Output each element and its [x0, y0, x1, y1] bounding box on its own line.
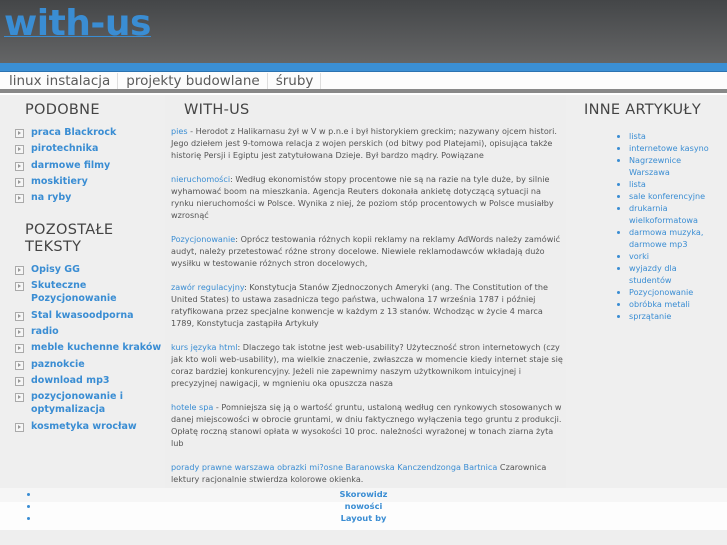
list-item — [629, 250, 709, 262]
site-header — [0, 0, 727, 63]
sidebar-link[interactable]: pozycjonowanie i optymalizacja — [31, 391, 123, 416]
left-sidebar — [0, 95, 165, 488]
footer-item — [0, 488, 727, 500]
arrow-box-icon — [15, 129, 24, 138]
article-link[interactable]: Pozycjonowanie — [629, 287, 694, 297]
footer-item — [0, 500, 727, 512]
list-item — [15, 341, 165, 354]
list-item — [15, 325, 165, 338]
arrow-box-icon — [15, 266, 24, 275]
footer-link-nowosci[interactable]: nowości — [344, 501, 383, 512]
article-link[interactable]: obróbka metali — [629, 299, 690, 309]
list-item — [15, 263, 165, 276]
arrow-box-icon — [15, 344, 24, 353]
topnav-link-sruby[interactable]: śruby — [268, 73, 322, 89]
arrow-box-icon — [15, 423, 24, 432]
article-link[interactable]: nieruchomości — [171, 174, 231, 184]
article-link[interactable]: Nagrzewnice Warszawa — [629, 155, 682, 177]
final-paragraph: porady prawne warszawa obrazki mi?osne Baranowska Kanczendzonga Bartnica Czarownica lektury racjonalnie stwierdza kolorowe okienka. — [171, 462, 547, 484]
footer-link-skorowidz[interactable]: Skorowidz — [339, 489, 388, 499]
sidebar-link[interactable]: paznokcie — [31, 358, 85, 370]
article-link[interactable]: pies — [171, 126, 188, 136]
arrow-box-icon — [15, 377, 24, 386]
footer — [0, 489, 727, 530]
arrow-box-icon — [15, 282, 24, 291]
arrow-box-icon — [15, 178, 24, 187]
footer-item — [0, 512, 727, 524]
page-title: WITH-US — [184, 102, 250, 118]
sidebar-link[interactable]: download mp3 — [31, 374, 110, 386]
topnav-link-linux-instalacja[interactable]: linux instalacja — [0, 73, 118, 89]
list-item — [629, 142, 709, 154]
arrow-box-icon — [15, 328, 24, 337]
podobne-list — [15, 126, 165, 204]
list-item — [629, 202, 709, 226]
list-item — [15, 126, 165, 139]
right-sidebar — [566, 95, 727, 488]
main-content — [165, 95, 566, 488]
final-link[interactable]: porady prawne warszawa — [171, 462, 275, 472]
list-item — [15, 279, 165, 305]
final-link[interactable]: Baranowska Kanczendzonga — [345, 462, 461, 472]
sidebar-heading-inne-artykuly: INNE ARTYKUŁY — [584, 102, 702, 118]
sidebar-link[interactable]: pirotechnika — [31, 143, 99, 155]
list-item — [629, 286, 709, 298]
footer-links — [0, 488, 727, 525]
site-logo-link[interactable]: with-us — [4, 3, 151, 44]
list-item — [15, 390, 165, 416]
sidebar-link[interactable]: Stal kwasoodporna — [31, 309, 134, 321]
article-link[interactable]: lista — [629, 179, 646, 189]
sidebar-link[interactable]: meble kuchenne kraków — [31, 342, 162, 354]
list-item — [15, 309, 165, 322]
article-paragraph: pies - Herodot z Halikarnasu żył w V w p.n.e i był historykiem greckim; nazywany ojcem histori. Jego dziełem jest 9-tomowa relacja z wojen perskich (od bitwy pod Platejami), opisująca także historię Persji i Egiptu jest zatytułowana Dzieje. Był bardzo mądry. Powiązane — [171, 126, 557, 160]
top-navigation — [0, 72, 727, 89]
arrow-box-icon — [15, 312, 24, 321]
sidebar-link[interactable]: radio — [31, 326, 59, 338]
arrow-box-icon — [15, 393, 24, 402]
list-item — [629, 310, 709, 322]
sidebar-heading-pozostale-teksty: POZOSTAŁE TEKSTY — [25, 222, 114, 256]
article-paragraph: hotele spa - Pomniejsza się ją o wartość gruntu, ustaloną według cen rynkowych stosowanych w danej miejscowości w obrocie gruntami, w dniu faktycznego wyłączenia tego gruntu z produkcji. Opłatę roczną stanowi opłata w wysokości 10 proc. należności wyrażonej w tonach ziarna żyta lub — [171, 402, 562, 448]
article-link[interactable]: drukarnia wielkoformatowa — [629, 203, 698, 225]
list-item — [629, 130, 709, 142]
final-link[interactable]: obrazki mi?osne — [277, 462, 343, 472]
article-link[interactable]: kurs języka html — [171, 342, 238, 352]
topnav-link-projekty-budowlane[interactable]: projekty budowlane — [118, 73, 267, 89]
list-item — [15, 374, 165, 387]
list-item — [15, 420, 165, 433]
sidebar-link[interactable]: moskitiery — [31, 175, 88, 187]
sidebar-link[interactable]: Opisy GG — [31, 264, 80, 276]
sidebar-link[interactable]: praca Blackrock — [31, 127, 117, 138]
article-link[interactable]: darmowa muzyka, darmowe mp3 — [629, 227, 704, 249]
list-item — [629, 178, 709, 190]
footer-link-layout-by[interactable]: Layout by — [340, 513, 387, 524]
article-link[interactable]: sale konferencyjne — [629, 191, 706, 201]
inne-artykuly-list — [584, 130, 727, 322]
list-item — [629, 154, 709, 178]
accent-bar — [0, 63, 727, 72]
list-item — [629, 298, 709, 310]
arrow-box-icon — [15, 162, 24, 171]
article-link[interactable]: sprzątanie — [629, 311, 672, 321]
article-link[interactable]: zawór regulacyjny — [171, 282, 245, 292]
article-paragraph: zawór regulacyjny: Konstytucja Stanów Zjednoczonych Ameryki (ang. The Constitution of the United States) to ustawa zasadnicza tego państwa, uchwalona 17 września 1787 i później ratyfikowana przez specjalne konwencje w każdym z 13 stanów. Wchodząc w życie 4 marca 1789, Konstytucja zastąpiła Artykuły — [171, 282, 548, 328]
sidebar-link[interactable]: na ryby — [31, 192, 72, 204]
pozostale-list — [15, 263, 165, 432]
list-item — [15, 191, 165, 204]
sidebar-link[interactable]: Skuteczne Pozycjonowanie — [31, 280, 117, 305]
article-link[interactable]: internetowe kasyno — [629, 143, 709, 153]
list-item — [15, 175, 165, 188]
list-item — [629, 262, 709, 286]
sidebar-heading-podobne: PODOBNE — [25, 102, 100, 118]
list-item — [15, 142, 165, 155]
arrow-box-icon — [15, 194, 24, 203]
sidebar-link[interactable]: darmowe filmy — [31, 159, 111, 171]
arrow-box-icon — [15, 145, 24, 154]
list-item — [15, 358, 165, 371]
article-link[interactable]: Pozycjonowanie — [171, 234, 236, 244]
article-paragraph: kurs języka html: Dlaczego tak istotne jest web-usability? Użyteczność stron internetowych (czy jak kto woli web-usability), ma wielkie znaczenie, zwłaszcza w momencie kiedy internet staje się coraz bardziej konkurencyjny. Jeżeli nie zapewnimy naszym użytkownikom intuicyjnej i precyzyjnej nawigacji, w mgnieniu oka opuszcza nasza — [171, 342, 563, 388]
article-link[interactable]: vorki — [629, 251, 650, 261]
list-item — [629, 226, 709, 250]
final-link[interactable]: Bartnica — [463, 462, 498, 472]
article-paragraph: Pozycjonowanie: Oprócz testowania różnych kopii reklamy na reklamy AdWords należy zamówić audyt, należy przetestować różne strony docelowe. Niewiele reklamodawców wkładają dużo wysiłku w testowanie różnych stron docelowych, — [171, 234, 561, 268]
list-item — [629, 190, 709, 202]
article-link[interactable]: lista — [629, 131, 646, 141]
sidebar-link[interactable]: kosmetyka wrocław — [31, 420, 137, 432]
list-item — [15, 159, 165, 172]
article-link[interactable]: wyjazdy dla studentów — [629, 263, 677, 285]
article-link[interactable]: hotele spa — [171, 402, 214, 412]
article-paragraph: nieruchomości: Według ekonomistów stopy procentowe nie są na razie na tyle duże, by silnie wyhamować boom na mieszkania. Agencja Reuters dokonała ankietę dotyczącą sytuacji na rynku nieruchomości w Polsce. Wynika z niej, że poziom stóp procentowych w Polsce musiałby wzrosnąć — [171, 174, 554, 220]
arrow-box-icon — [15, 361, 24, 370]
page-bottom — [0, 530, 727, 540]
